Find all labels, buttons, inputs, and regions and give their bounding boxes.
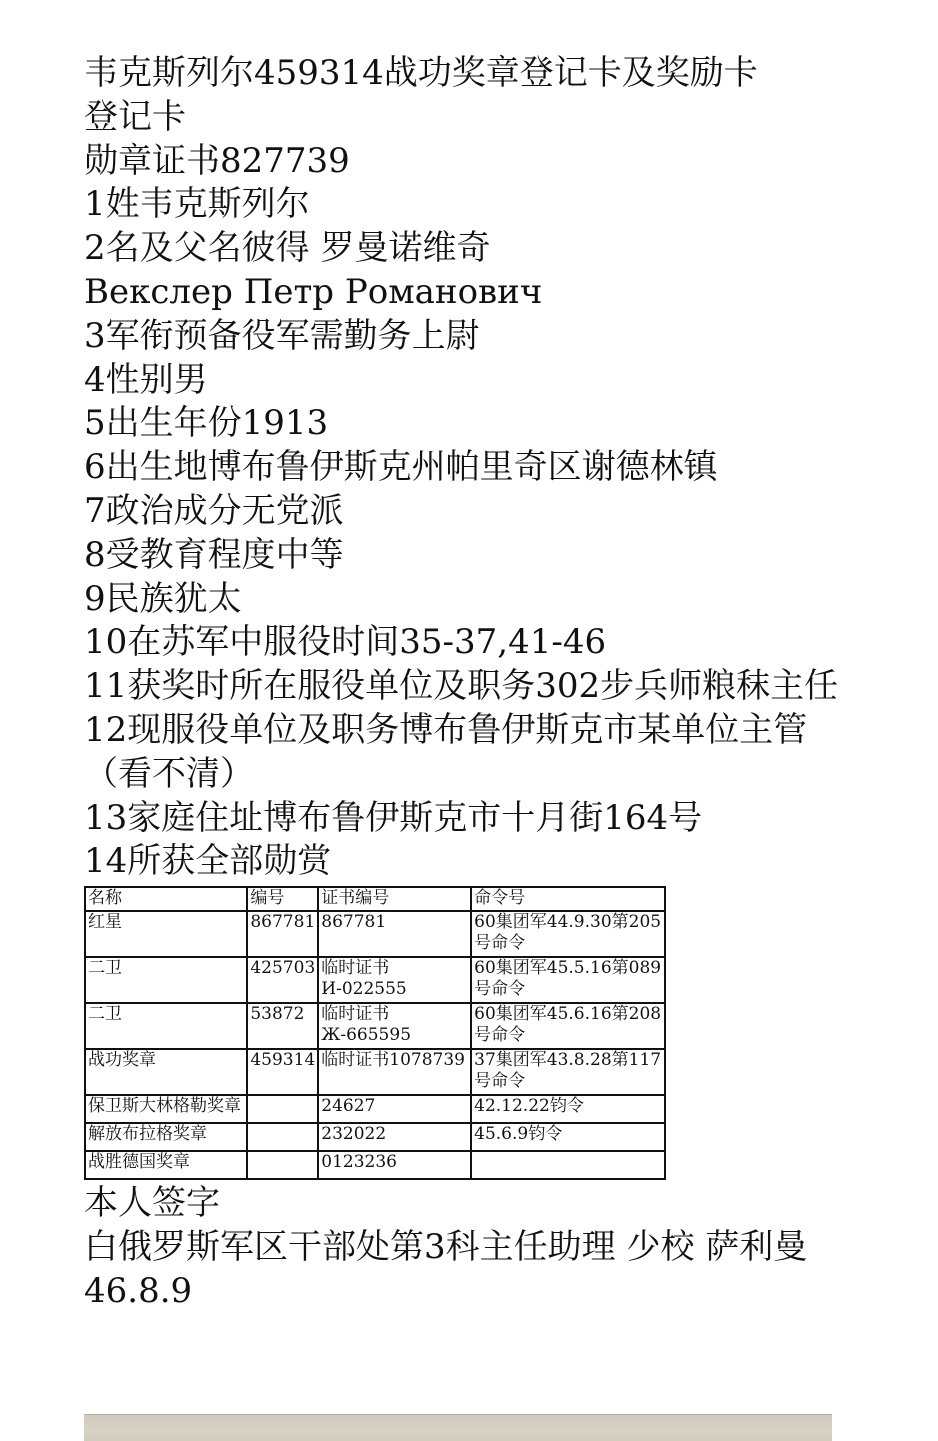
table-row	[85, 1123, 665, 1151]
field-sex: 4性别男	[84, 359, 208, 400]
cell-number: 53872	[247, 1003, 318, 1049]
signing-officer: 白俄罗斯军区干部处第3科主任助理 少校 萨利曼	[84, 1226, 808, 1267]
card-title: 韦克斯列尔459314战功奖章登记卡及奖励卡	[84, 53, 758, 93]
table-row	[85, 1049, 665, 1095]
field-birthplace: 6出生地博布鲁伊斯克州帕里奇区谢德林镇	[84, 447, 718, 488]
table-row	[85, 1151, 665, 1179]
field-birth-year: 5出生年份1913	[84, 403, 329, 444]
table-row	[85, 957, 665, 1003]
table-row	[85, 1095, 665, 1123]
field-current-unit: 12现服役单位及职务博布鲁伊斯克市某单位主管（看不清）	[84, 709, 808, 794]
signing-date: 46.8.9	[84, 1270, 193, 1311]
document-body	[84, 52, 844, 1314]
cell-certificate: 0123236	[318, 1151, 471, 1179]
cell-order: 37集团军43.8.28第117号命令	[471, 1049, 665, 1095]
field-service-period: 10在苏军中服役时间35-37,41-46	[84, 622, 607, 663]
cell-name: 战胜德国奖章	[85, 1151, 247, 1179]
field-home-address: 13家庭住址博布鲁伊斯克市十月街164号	[84, 797, 703, 838]
field-name-patronymic: 2名及父名彼得 罗曼诺维奇	[84, 228, 491, 269]
table-row	[85, 1003, 665, 1049]
cell-number	[247, 1095, 318, 1123]
cell-certificate: 临时证书И-022555	[318, 957, 471, 1003]
table-header-row	[85, 887, 665, 911]
header-number: 编号	[247, 887, 318, 911]
cell-number: 425703	[247, 957, 318, 1003]
cell-certificate: 24627	[318, 1095, 471, 1123]
cell-name: 保卫斯大林格勒奖章	[85, 1095, 247, 1123]
cell-number	[247, 1123, 318, 1151]
card-subtitle: 登记卡	[84, 96, 186, 137]
cell-certificate: 临时证书1078739	[318, 1049, 471, 1095]
header-name: 名称	[85, 887, 247, 911]
cell-order: 60集团军44.9.30第205号命令	[471, 911, 665, 957]
awards-table	[84, 886, 666, 1180]
field-all-awards: 14所获全部勋赏	[84, 841, 332, 882]
cell-name: 战功奖章	[85, 1049, 247, 1095]
cell-certificate: 867781	[318, 911, 471, 957]
field-surname: 1姓韦克斯列尔	[84, 184, 310, 225]
cell-certificate: 232022	[318, 1123, 471, 1151]
cell-order: 42.12.22钧令	[471, 1095, 665, 1123]
scanned-card-image-edge	[84, 1414, 832, 1441]
cell-number: 867781	[247, 911, 318, 957]
header-certificate: 证书编号	[318, 887, 471, 911]
field-party: 7政治成分无党派	[84, 490, 344, 531]
field-unit-at-award: 11获奖时所在服役单位及职务302步兵师粮秣主任	[84, 666, 839, 707]
cell-order	[471, 1151, 665, 1179]
cell-number	[247, 1151, 318, 1179]
signature-label: 本人签字	[84, 1183, 220, 1224]
field-education: 8受教育程度中等	[84, 534, 344, 575]
field-rank: 3军衔预备役军需勤务上尉	[84, 315, 480, 356]
cell-certificate: 临时证书Ж-665595	[318, 1003, 471, 1049]
cell-name: 二卫	[85, 957, 247, 1003]
cell-number: 459314	[247, 1049, 318, 1095]
cell-name: 解放布拉格奖章	[85, 1123, 247, 1151]
header-order: 命令号	[471, 887, 665, 911]
cell-name: 二卫	[85, 1003, 247, 1049]
field-nationality: 9民族犹太	[84, 578, 242, 619]
cell-order: 60集团军45.5.16第089号命令	[471, 957, 665, 1003]
cell-order: 60集团军45.6.16第208号命令	[471, 1003, 665, 1049]
cell-name: 红星	[85, 911, 247, 957]
cell-order: 45.6.9钧令	[471, 1123, 665, 1151]
certificate-number: 勋章证书827739	[84, 140, 350, 181]
table-row	[85, 911, 665, 957]
field-name-russian: Векслер Петр Романович	[84, 271, 543, 312]
